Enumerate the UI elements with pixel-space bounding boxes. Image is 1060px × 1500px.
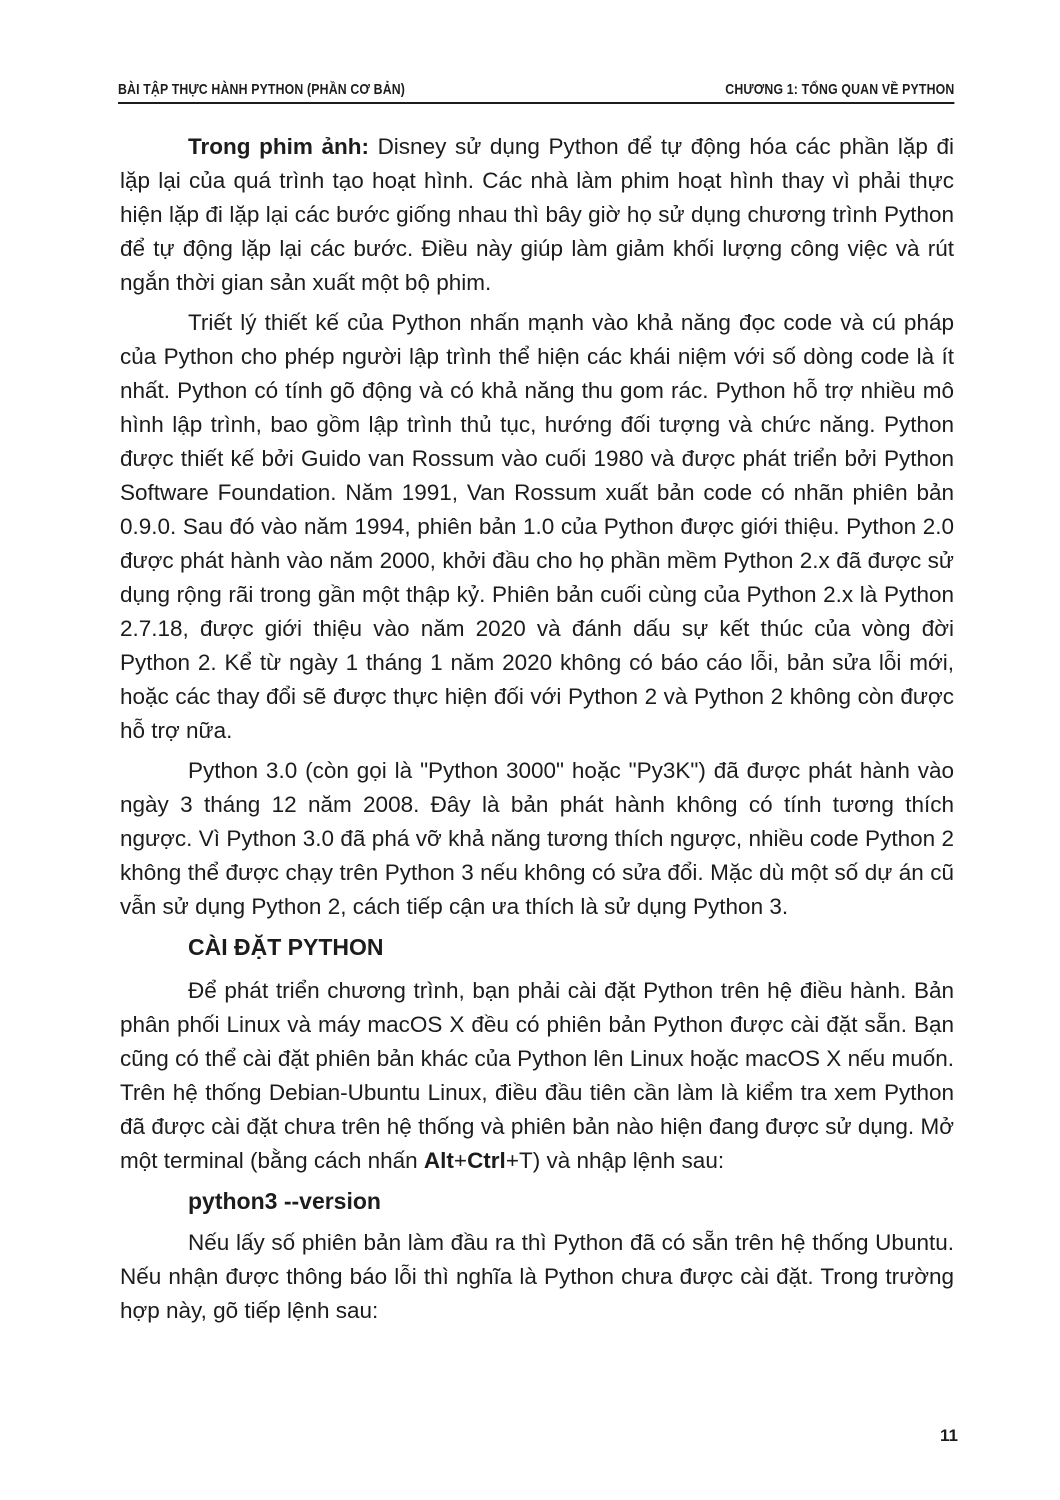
section-heading: CÀI ĐẶT PYTHON	[188, 934, 384, 960]
key-alt: Alt	[423, 1148, 454, 1173]
paragraph-film-lead: Trong phim ảnh:	[188, 134, 369, 159]
header-book-title: BÀI TẬP THỰC HÀNH PYTHON (PHẦN CƠ BẢN)	[118, 81, 406, 98]
paragraph-install	[120, 974, 954, 1178]
command-line: python3 --version	[188, 1188, 381, 1214]
paragraph-install-text: Để phát triển chương trình, bạn phải cài đặt Python trên hệ điều hành. Bản phân phối Linux và máy macOS X đều có phiên bản Python được cài đặt sẵn. Bạn cũng có thể cài đặt phiên bản khác của Python lên Linux hoặc macOS X nếu muốn. Trên hệ thống Debian-Ubuntu Linux, điều đầu tiên cần làm là kiểm tra xem Python đã được cài đặt chưa trên hệ thống và phiên bản nào hiện đang được sử dụng. Mở một terminal (bằng cách nhấn	[120, 978, 954, 1173]
running-header	[118, 76, 954, 104]
paragraph-design-philosophy: Triết lý thiết kế của Python nhấn mạnh vào khả năng đọc code và cú pháp của Python cho phép người lập trình thể hiện các khái niệm với số dòng code là ít nhất. Python có tính gõ động và có khả năng thu gom rác. Python hỗ trợ nhiều mô hình lập trình, bao gồm lập trình thủ tục, hướng đối tượng và chức năng. Python được thiết kế bởi Guido van Rossum vào cuối 1980 và được phát triển bởi Python Software Foundation. Năm 1991, Van Rossum xuất bản code có nhãn phiên bản 0.9.0. Sau đó vào năm 1994, phiên bản 1.0 của Python được giới thiệu. Python 2.0 được phát hành vào năm 2000, khởi đầu cho họ phần mềm Python 2.x đã được sử dụng rộng rãi trong gần một thập kỷ. Phiên bản cuối cùng của Python 2.x là Python 2.7.18, được giới thiệu vào năm 2020 và đánh dấu sự kết thúc của vòng đời Python 2. Kể từ ngày 1 tháng 1 năm 2020 không có báo cáo lỗi, bản sửa lỗi mới, hoặc các thay đổi sẽ được thực hiện đối với Python 2 và Python 2 không còn được hỗ trợ nữa.	[120, 310, 954, 743]
paragraph-install-tail: +T) và nhập lệnh sau:	[505, 1148, 725, 1173]
paragraph-film-text: Disney sử dụng Python để tự động hóa các phần lặp đi lặp lại của quá trình tạo hoạt hình. Các nhà làm phim hoạt hình thay vì phải thực hiện lặp đi lặp lại các bước giống nhau thì bây giờ họ sử dụng chương trình Python để tự động lặp lại các bước. Điều này giúp làm giảm khối lượng công việc và rút ngắn thời gian sản xuất một bộ phim.	[120, 134, 954, 295]
header-chapter-title: CHƯƠNG 1: TỔNG QUAN VỀ PYTHON	[725, 81, 955, 98]
page-body	[120, 130, 954, 1334]
key-ctrl: Ctrl	[467, 1148, 506, 1173]
page-number: 11	[940, 1426, 958, 1445]
paragraph-film	[120, 130, 954, 300]
paragraph-python3: Python 3.0 (còn gọi là "Python 3000" hoặc "Py3K") đã được phát hành vào ngày 3 tháng 12 năm 2008. Đây là bản phát hành không có tính tương thích ngược. Vì Python 3.0 đã phá vỡ khả năng tương thích ngược, nhiều code Python 2 không thể được chạy trên Python 3 nếu không có sửa đổi. Mặc dù một số dự án cũ vẫn sử dụng Python 2, cách tiếp cận ưa thích là sử dụng Python 3.	[120, 758, 954, 919]
key-plus: +	[453, 1148, 468, 1173]
paragraph-check-version: Nếu lấy số phiên bản làm đầu ra thì Python đã có sẵn trên hệ thống Ubuntu. Nếu nhận được thông báo lỗi thì nghĩa là Python chưa được cài đặt. Trong trường hợp này, gõ tiếp lệnh sau:	[120, 1230, 954, 1323]
